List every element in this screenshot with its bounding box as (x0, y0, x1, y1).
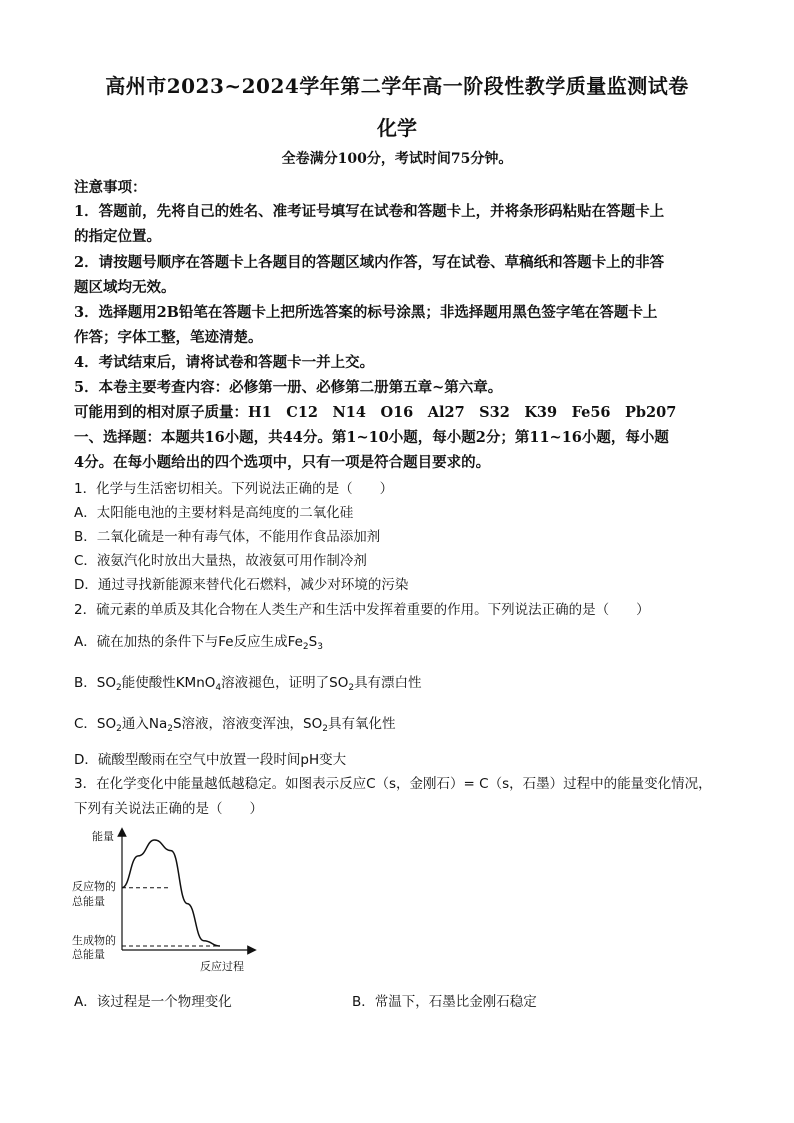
subject-title: 化学 (377, 116, 417, 140)
q2-option-c: C．$SO_2$通入$Na_2S$溶液，溶液变浑浊，$SO_2$具有氧化性 (74, 716, 396, 734)
product-energy-label-2: 总能量 (72, 948, 105, 961)
x-axis-label: 反应过程 (200, 960, 244, 973)
q1-option-d: D．通过寻找新能源来替代化石燃料，减少对环境的污染 (74, 577, 409, 593)
exam-title: 高州市2023~2024学年第二学年高一阶段性教学质量监测试卷 (105, 74, 689, 98)
section-heading: 一、选择题：本题共16小题，共44分。第1~10小题，每小题2分；第11~16小题，每小题 (74, 429, 669, 446)
reactant-energy-label-2: 总能量 (72, 895, 105, 908)
q3-stem: 3．在化学变化中能量越低越稳定。如图表示反应C（s，金刚石）= C（s，石墨）过程中的能量变化情况， (74, 776, 712, 792)
notice-line: 5．本卷主要考查内容：必修第一册、必修第二册第五章~第六章。 (74, 379, 503, 396)
y-axis-label: 能量 (92, 830, 114, 843)
q2-stem: 2．硫元素的单质及其化合物在人类生产和生活中发挥着重要的作用。下列说法正确的是（ ） (74, 602, 650, 618)
notice-line: 2．请按题号顺序在答题卡上各题目的答题区域内作答，写在试卷、草稿纸和答题卡上的非答 (74, 254, 665, 271)
q2-option-b: B．$SO_2$能使酸性KMnO$_4$溶液褪色，证明了$SO_2$具有漂白性 (74, 675, 422, 693)
notice-line: 1．答题前，先将自己的姓名、准考证号填写在试卷和答题卡上，并将条形码粘贴在答题卡上 (74, 203, 665, 220)
energy-diagram (70, 822, 260, 972)
q1-option-b: B．二氧化硫是一种有毒气体，不能用作食品添加剂 (74, 529, 381, 545)
notice-line: 的指定位置。 (74, 228, 161, 245)
q2-option-a: A．硫在加热的条件下与Fe反应生成$Fe_2S_3$ (74, 634, 323, 652)
product-energy-label: 生成物的 (72, 934, 116, 947)
q1-stem: 1．化学与生活密切相关。下列说法正确的是（ ） (74, 481, 394, 497)
q3-stem-cont: 下列有关说法正确的是（ ） (74, 801, 263, 817)
q1-option-c: C．液氨汽化时放出大量热，故液氨可用作制冷剂 (74, 553, 367, 569)
q3-option-b: B．常温下，石墨比金刚石稳定 (352, 994, 537, 1010)
q2-option-d: D．硫酸型酸雨在空气中放置一段时间pH变大 (74, 752, 347, 768)
notice-line: 3．选择题用2B铅笔在答题卡上把所选答案的标号涂黑；非选择题用黑色签字笔在答题卡上 (74, 304, 658, 321)
reactant-energy-label: 反应物的 (72, 880, 116, 893)
section-heading-cont: 4分。在每小题给出的四个选项中，只有一项是符合题目要求的。 (74, 454, 491, 471)
energy-curve (122, 840, 220, 946)
exam-meta: 全卷满分100分，考试时间75分钟。 (281, 151, 513, 167)
q1-option-a: A．太阳能电池的主要材料是高纯度的二氧化硅 (74, 505, 354, 521)
notice-line: 作答；字体工整，笔迹清楚。 (74, 329, 263, 346)
notice-line: 4．考试结束后，请将试卷和答题卡一并上交。 (74, 354, 375, 371)
q3-option-a: A．该过程是一个物理变化 (74, 994, 232, 1010)
notice-line: 题区域均无效。 (74, 279, 176, 296)
atomic-mass-line: 可能用到的相对原子质量：H1 C12 N14 O16 Al27 S32 K39 Fe56 Pb207 (74, 404, 677, 421)
notice-heading: 注意事项： (74, 179, 147, 196)
